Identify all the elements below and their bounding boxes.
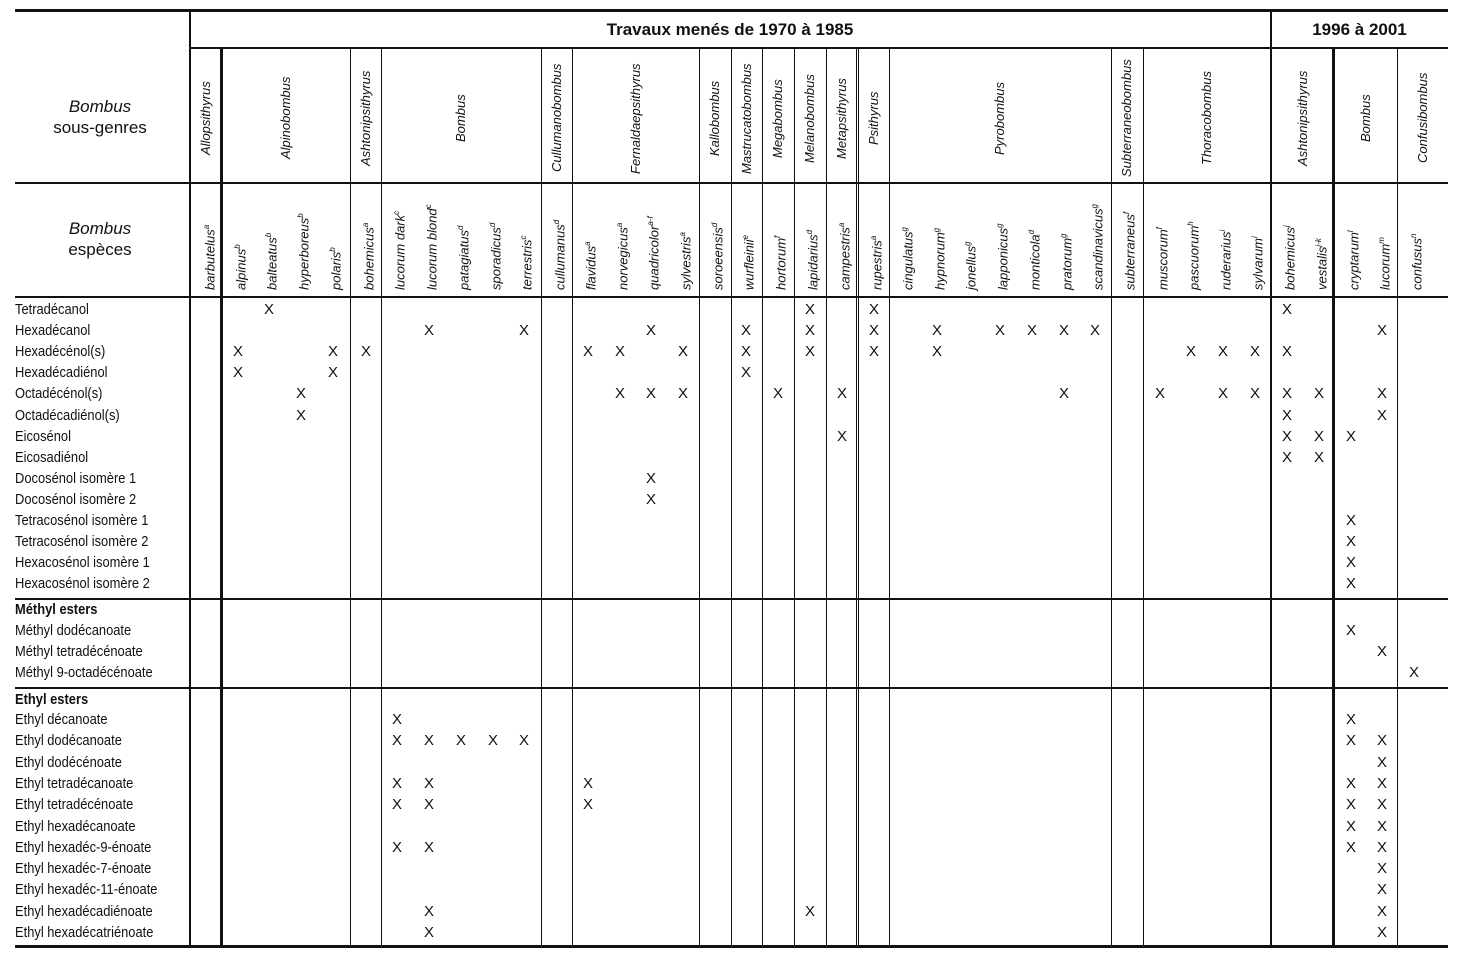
species-header bbox=[1184, 221, 1201, 290]
species-footnote-mark: a bbox=[837, 222, 846, 228]
presence-mark: X bbox=[1313, 385, 1324, 403]
rule-subgenus-divider bbox=[1334, 49, 1335, 948]
species-header bbox=[390, 211, 407, 290]
presence-mark: X bbox=[868, 322, 879, 340]
species-footnote-mark: b bbox=[296, 213, 305, 218]
presence-mark: X bbox=[1345, 575, 1356, 593]
species-name: jonellus bbox=[963, 245, 979, 290]
presence-mark: X bbox=[518, 322, 529, 340]
period-1996-2001-heading: 1996 à 2001 bbox=[1312, 20, 1407, 39]
rule-subgenus-divider bbox=[1143, 49, 1144, 948]
species-label-text: espèces bbox=[68, 240, 132, 259]
species-name: ruderarius bbox=[1218, 231, 1234, 290]
presence-mark: X bbox=[1376, 838, 1387, 856]
rule-subgenus-divider bbox=[541, 49, 542, 948]
presence-mark: X bbox=[1345, 533, 1356, 551]
presence-mark: X bbox=[423, 838, 434, 856]
presence-mark: X bbox=[645, 385, 656, 403]
species-header bbox=[993, 223, 1010, 290]
rule-subgenus-divider bbox=[794, 49, 795, 948]
presence-mark: X bbox=[1281, 427, 1292, 445]
species-footnote-mark: f bbox=[1122, 211, 1131, 215]
presence-mark: X bbox=[1376, 902, 1387, 920]
row-label: Ethyl hexadéc-11-énoate bbox=[15, 881, 158, 899]
species-footnote-mark: n bbox=[1409, 233, 1418, 238]
presence-mark: X bbox=[1376, 753, 1387, 771]
presence-mark: X bbox=[423, 322, 434, 340]
presence-mark: X bbox=[1026, 322, 1037, 340]
species-header bbox=[1312, 238, 1329, 290]
species-name: rupestris bbox=[869, 240, 885, 290]
species-header bbox=[676, 232, 693, 290]
species-header bbox=[771, 236, 788, 290]
presence-mark: X bbox=[772, 385, 783, 403]
presence-mark: X bbox=[1313, 448, 1324, 466]
presence-mark: X bbox=[614, 343, 625, 361]
rule-subgenus-divider bbox=[572, 49, 573, 948]
species-footnote-mark: a bbox=[678, 232, 687, 237]
subgenus-header: Cullumanobombus bbox=[548, 63, 564, 172]
presence-mark: X bbox=[1154, 385, 1165, 403]
row-label: Ethyl tetradécanoate bbox=[15, 774, 134, 792]
presence-mark: X bbox=[455, 732, 466, 750]
species-name: campestris bbox=[837, 227, 853, 290]
presence-mark: X bbox=[1058, 322, 1069, 340]
presence-mark: X bbox=[1345, 796, 1356, 814]
species-name: lucorum dark bbox=[392, 214, 408, 290]
subgenus-header: Mastrucatobombus bbox=[738, 62, 754, 174]
presence-mark: X bbox=[677, 343, 688, 361]
row-label: Ethyl tetradécénoate bbox=[15, 796, 134, 814]
species-name: lapponicus bbox=[995, 227, 1011, 290]
presence-mark: X bbox=[1345, 817, 1356, 835]
species-name: alpinus bbox=[233, 248, 249, 290]
presence-mark: X bbox=[1376, 796, 1387, 814]
presence-mark: X bbox=[423, 796, 434, 814]
row-label: Eicosadiénol bbox=[15, 448, 89, 466]
presence-mark: X bbox=[1089, 322, 1100, 340]
row-label: Hexadécénol(s) bbox=[15, 343, 106, 361]
presence-mark: X bbox=[1345, 622, 1356, 639]
presence-mark: X bbox=[804, 343, 815, 361]
species-footnote-mark: d bbox=[710, 222, 719, 228]
row-label: Méthyl tetradécénoate bbox=[15, 643, 143, 661]
presence-mark: X bbox=[868, 343, 879, 361]
species-name: patagiatus bbox=[456, 230, 472, 290]
presence-mark: X bbox=[645, 322, 656, 340]
presence-mark: X bbox=[1281, 448, 1292, 466]
presence-mark: X bbox=[1345, 554, 1356, 572]
presence-mark: X bbox=[994, 322, 1005, 340]
subgenus-header: Ashtonipsithyrus bbox=[1294, 70, 1310, 166]
row-label: Méthyl 9-octadécénoate bbox=[15, 664, 153, 682]
species-footnote-mark: g bbox=[963, 241, 972, 246]
presence-mark: X bbox=[1376, 643, 1387, 661]
row-label: Hexacosénol isomère 1 bbox=[15, 554, 150, 572]
presence-mark: X bbox=[868, 301, 879, 318]
species-name: polaris bbox=[328, 251, 344, 290]
presence-mark: X bbox=[1249, 385, 1260, 403]
subgenus-header: Fernaldaepsithyrus bbox=[627, 62, 643, 174]
species-name: barbutelus bbox=[202, 229, 218, 290]
presence-mark: X bbox=[1376, 817, 1387, 835]
species-footnote-mark: f bbox=[1155, 227, 1164, 230]
presence-mark: X bbox=[645, 490, 656, 508]
presence-mark: X bbox=[423, 732, 434, 750]
species-name: pascuorum bbox=[1186, 225, 1202, 290]
presence-mark: X bbox=[1345, 838, 1356, 856]
rule-subgenus-divider bbox=[1397, 49, 1398, 948]
species-name: wurfleinii bbox=[741, 239, 757, 290]
species-name: bohemicus bbox=[1282, 227, 1298, 290]
species-header bbox=[359, 223, 376, 290]
species-footnote-mark: g bbox=[932, 227, 941, 233]
row-label: Tetradécanol bbox=[15, 301, 89, 318]
species-header bbox=[1216, 230, 1233, 290]
species-name: sylvarum bbox=[1250, 237, 1266, 290]
rule-top bbox=[15, 9, 1448, 12]
rule-subgenus-divider bbox=[222, 49, 223, 948]
species-footnote-mark: b bbox=[264, 232, 273, 238]
presence-mark: X bbox=[1376, 774, 1387, 792]
species-header bbox=[1153, 227, 1170, 290]
presence-mark: X bbox=[295, 406, 306, 424]
presence-mark: X bbox=[582, 343, 593, 361]
species-row-label bbox=[15, 218, 185, 260]
species-name: lapidarius bbox=[805, 234, 821, 290]
species-header bbox=[835, 223, 852, 290]
presence-mark: X bbox=[1345, 732, 1356, 750]
presence-mark: X bbox=[1217, 343, 1228, 361]
row-label: Octadécadiénol(s) bbox=[15, 406, 120, 424]
presence-mark: X bbox=[1345, 427, 1356, 445]
species-name: terrestris bbox=[519, 239, 535, 290]
row-label: Tetracosénol isomère 2 bbox=[15, 533, 149, 551]
row-label: Ethyl hexadécadiénoate bbox=[15, 902, 153, 920]
presence-mark: X bbox=[295, 385, 306, 403]
species-footnote-mark: g bbox=[995, 223, 1004, 228]
species-footnote-mark: i bbox=[1218, 229, 1227, 232]
species-header bbox=[644, 216, 661, 290]
presence-mark: X bbox=[740, 364, 751, 382]
period-1970-1985-heading: Travaux menés de 1970 à 1985 bbox=[606, 20, 854, 39]
presence-mark: X bbox=[232, 343, 243, 361]
rule-subgenus-divider bbox=[1271, 49, 1272, 948]
presence-mark: X bbox=[1249, 343, 1260, 361]
species-name: confusus bbox=[1409, 237, 1425, 290]
species-name: vestalis bbox=[1314, 246, 1330, 290]
species-name: sylvestris bbox=[678, 236, 694, 290]
rule-period bbox=[190, 47, 1448, 49]
presence-mark: X bbox=[1376, 406, 1387, 424]
row-label: Méthyl dodécanoate bbox=[15, 622, 132, 639]
presence-mark: X bbox=[614, 385, 625, 403]
presence-mark: X bbox=[391, 796, 402, 814]
species-header bbox=[867, 236, 884, 290]
species-name: pratorum bbox=[1059, 237, 1075, 290]
species-footnote-mark: g bbox=[1059, 233, 1068, 238]
row-label: Ethyl hexadéc-9-énoate bbox=[15, 838, 152, 856]
presence-mark: X bbox=[740, 322, 751, 340]
species-header bbox=[898, 227, 915, 290]
subgenus-header: Ashtonipsithyrus bbox=[357, 70, 373, 166]
species-footnote-mark: i bbox=[1250, 236, 1259, 238]
presence-mark: X bbox=[582, 796, 593, 814]
species-header bbox=[1248, 236, 1265, 290]
subgenera-row-label bbox=[15, 96, 185, 138]
species-footnote-mark: j bbox=[1282, 225, 1291, 228]
presence-mark: X bbox=[232, 364, 243, 382]
presence-mark: X bbox=[391, 732, 402, 750]
species-header bbox=[930, 228, 947, 290]
presence-mark: X bbox=[360, 343, 371, 361]
species-name: lucorum blond bbox=[424, 208, 440, 290]
presence-mark: X bbox=[1376, 924, 1387, 941]
species-footnote-mark: a bbox=[361, 222, 370, 228]
species-name: quadricolor bbox=[646, 225, 662, 290]
species-header bbox=[613, 223, 630, 290]
rule-subgenus-divider bbox=[762, 49, 763, 948]
subgenus-header: Alpinobombus bbox=[278, 76, 293, 159]
species-name: balteatus bbox=[264, 237, 280, 290]
species-footnote-mark: a bbox=[583, 241, 592, 246]
species-header bbox=[1344, 230, 1361, 290]
row-label: Ethyl dodécénoate bbox=[15, 753, 122, 771]
presence-mark: X bbox=[391, 838, 402, 856]
presence-mark: X bbox=[518, 732, 529, 750]
rule-subgenus-divider bbox=[858, 49, 859, 948]
subgenus-header: Kallobombus bbox=[707, 80, 722, 156]
species-footnote-mark: f bbox=[773, 235, 782, 238]
species-header bbox=[231, 244, 248, 290]
species-footnote-mark: c bbox=[519, 235, 528, 240]
species-header bbox=[294, 213, 311, 290]
presence-mark: X bbox=[836, 385, 847, 403]
presence-mark: X bbox=[645, 469, 656, 487]
section-header-ethyl-esters: Ethyl esters bbox=[15, 691, 89, 708]
species-footnote-mark: a-f bbox=[646, 216, 655, 226]
species-name: monticola bbox=[1027, 234, 1043, 290]
presence-mark: X bbox=[1408, 664, 1419, 682]
row-label: Ethyl dodécanoate bbox=[15, 732, 122, 750]
species-header bbox=[550, 220, 567, 290]
presence-mark: X bbox=[423, 924, 434, 941]
row-label: Octadécénol(s) bbox=[15, 385, 103, 403]
species-name: norvegicus bbox=[615, 227, 631, 290]
row-label: Hexadécanol bbox=[15, 322, 91, 340]
species-name: flavidus bbox=[583, 245, 599, 290]
presence-mark: X bbox=[1281, 385, 1292, 403]
subgenus-header: Melanobombus bbox=[802, 73, 817, 163]
presence-mark: X bbox=[263, 301, 274, 318]
rule-subgenus-divider bbox=[1111, 49, 1112, 948]
species-header bbox=[517, 235, 534, 290]
rule-subgenus-divider bbox=[731, 49, 732, 948]
species-name: hypnorum bbox=[932, 232, 948, 290]
species-footnote-mark: d bbox=[552, 219, 561, 225]
rule-subgenus-divider bbox=[350, 49, 351, 948]
rule-subgenus-divider bbox=[889, 49, 890, 948]
species-header bbox=[1375, 237, 1392, 290]
subgenus-header: Thoracobombus bbox=[1199, 71, 1214, 165]
subgenera-label-genus: Bombus bbox=[68, 97, 132, 116]
presence-mark: X bbox=[327, 343, 338, 361]
species-header bbox=[1088, 204, 1105, 290]
presence-mark: X bbox=[1313, 427, 1324, 445]
species-name: cullumanus bbox=[552, 224, 568, 290]
species-name: hortorum bbox=[773, 237, 789, 290]
row-label: Hexadécadiénol bbox=[15, 364, 108, 382]
species-header bbox=[262, 233, 279, 290]
species-name: soroeensis bbox=[710, 227, 726, 290]
species-name: cingulatus bbox=[900, 231, 916, 290]
row-label: Ethyl décanoate bbox=[15, 711, 108, 728]
rule-subgenus-divider bbox=[826, 49, 827, 948]
species-header bbox=[326, 247, 343, 290]
species-footnote-mark: g bbox=[900, 227, 909, 232]
species-name: muscorum bbox=[1155, 229, 1171, 290]
presence-mark: X bbox=[1217, 385, 1228, 403]
subgenus-header: Psithyrus bbox=[865, 91, 881, 145]
row-label: Ethyl hexadécatriénoate bbox=[15, 924, 154, 941]
species-footnote-mark: d bbox=[488, 222, 497, 228]
row-label: Hexacosénol isomère 2 bbox=[15, 575, 150, 593]
presence-mark: X bbox=[931, 343, 942, 361]
species-header bbox=[200, 225, 217, 290]
species-name: lucorum bbox=[1377, 243, 1393, 290]
presence-mark: X bbox=[677, 385, 688, 403]
species-header bbox=[422, 204, 439, 290]
species-header bbox=[1120, 212, 1137, 290]
section-header-methyl-esters: Méthyl esters bbox=[15, 601, 98, 618]
presence-mark: X bbox=[804, 902, 815, 920]
species-header bbox=[454, 226, 471, 290]
presence-mark: X bbox=[1376, 732, 1387, 750]
subgenus-header: Subterraneobombus bbox=[1119, 59, 1134, 177]
presence-mark: X bbox=[931, 322, 942, 340]
presence-mark: X bbox=[740, 343, 751, 361]
species-name: scandinavicus bbox=[1090, 208, 1106, 290]
row-label: Tetracosénol isomère 1 bbox=[15, 512, 149, 529]
species-footnote-mark: b bbox=[328, 247, 337, 252]
presence-mark: X bbox=[1345, 512, 1356, 529]
species-header bbox=[1057, 234, 1074, 290]
species-header bbox=[1280, 225, 1297, 290]
species-footnote-mark: b bbox=[233, 244, 242, 249]
presence-mark: X bbox=[1376, 860, 1387, 878]
species-footnote-mark: a bbox=[615, 222, 624, 228]
row-label: Docosénol isomère 1 bbox=[15, 469, 137, 487]
subgenus-header: Pyrobombus bbox=[992, 81, 1007, 155]
presence-mark: X bbox=[1376, 322, 1387, 340]
subgenera-label-text: sous-genres bbox=[53, 118, 147, 137]
species-header bbox=[961, 241, 978, 290]
presence-mark: X bbox=[1185, 343, 1196, 361]
row-label: Docosénol isomère 2 bbox=[15, 490, 137, 508]
presence-mark: X bbox=[1281, 343, 1292, 361]
presence-mark: X bbox=[582, 774, 593, 792]
rule-subgenus-divider bbox=[381, 49, 382, 948]
species-name: hyperboreus bbox=[296, 217, 312, 290]
presence-mark: X bbox=[804, 301, 815, 318]
species-footnote-mark: h bbox=[1186, 221, 1195, 226]
species-header bbox=[739, 235, 756, 290]
species-footnote-mark: e bbox=[741, 234, 750, 240]
species-footnote-mark: c bbox=[424, 204, 433, 209]
subgenus-header: Metapsithyrus bbox=[834, 77, 849, 159]
presence-mark: X bbox=[1058, 385, 1069, 403]
species-footnote-mark: a bbox=[869, 235, 878, 241]
species-header bbox=[803, 230, 820, 290]
species-footnote-mark: l bbox=[1346, 230, 1355, 233]
presence-mark: X bbox=[1281, 406, 1292, 424]
species-header bbox=[581, 241, 598, 290]
species-header bbox=[1025, 230, 1042, 290]
row-label: Eicosénol bbox=[15, 427, 71, 445]
species-name: bohemicus bbox=[361, 227, 377, 290]
species-footnote-mark: j-k bbox=[1314, 238, 1323, 247]
presence-mark: X bbox=[423, 774, 434, 792]
subgenus-header: Megabombus bbox=[770, 78, 785, 158]
species-name: subterraneus bbox=[1122, 214, 1138, 290]
species-footnote-mark: d bbox=[456, 225, 465, 230]
presence-mark: X bbox=[1281, 301, 1292, 318]
species-header bbox=[1407, 234, 1424, 291]
row-label: Ethyl hexadécanoate bbox=[15, 817, 136, 835]
presence-mark: X bbox=[391, 774, 402, 792]
presence-mark: X bbox=[391, 711, 402, 728]
presence-mark: X bbox=[1345, 711, 1356, 728]
presence-mark: X bbox=[423, 902, 434, 920]
subgenus-header: Bombus bbox=[1357, 94, 1373, 142]
presence-mark: X bbox=[327, 364, 338, 382]
species-header bbox=[708, 223, 725, 290]
species-header bbox=[486, 223, 503, 290]
subgenus-header: Confusibombus bbox=[1414, 72, 1430, 163]
rule-subgenus-divider bbox=[699, 49, 700, 948]
presence-mark: X bbox=[836, 427, 847, 445]
species-footnote-mark: g bbox=[1090, 203, 1099, 209]
species-footnote-mark: d bbox=[805, 229, 814, 235]
rule-label-column bbox=[189, 9, 191, 948]
species-footnote-mark: d bbox=[1027, 229, 1036, 235]
presence-mark: X bbox=[1376, 881, 1387, 899]
species-name: sporadicus bbox=[488, 227, 504, 290]
species-footnote-mark: m bbox=[1377, 237, 1386, 244]
row-label: Ethyl hexadéc-7-énoate bbox=[15, 860, 152, 878]
species-footnote-mark: c bbox=[392, 210, 401, 215]
species-name: cryptarum bbox=[1346, 232, 1362, 290]
species-footnote-mark: a bbox=[202, 224, 211, 230]
subgenus-header: Allopsithyrus bbox=[198, 81, 213, 155]
species-label-genus: Bombus bbox=[68, 219, 132, 238]
presence-mark: X bbox=[804, 322, 815, 340]
presence-mark: X bbox=[1345, 774, 1356, 792]
rule-subgenus-divider-extra bbox=[856, 49, 857, 948]
subgenus-header: Bombus bbox=[453, 94, 468, 142]
presence-mark: X bbox=[487, 732, 498, 750]
presence-mark: X bbox=[1376, 385, 1387, 403]
